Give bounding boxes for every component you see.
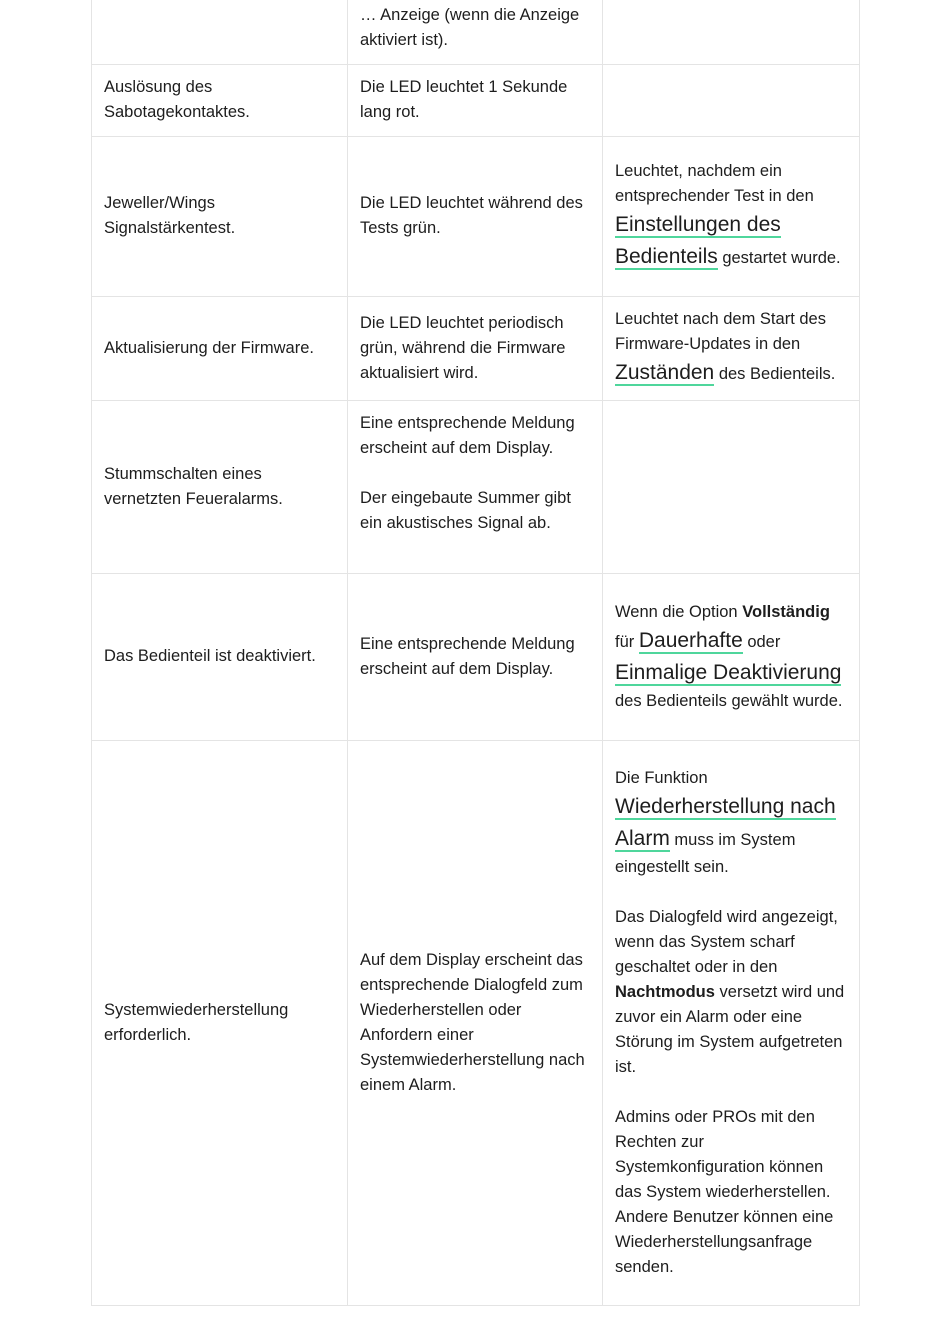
- event-cell: Stummschalten eines vernetzten Feueralarms.: [92, 401, 348, 574]
- note-text: des Bedienteils gewählt wurde.: [615, 691, 843, 710]
- indication-cell: [348, 741, 603, 1306]
- events-table: [91, 0, 860, 1306]
- note-cell: [603, 574, 860, 741]
- indication-text: … Anzeige (wenn die Anzeige aktiviert ist).: [360, 6, 580, 49]
- table-row: [92, 137, 860, 297]
- indication-cell: [348, 401, 603, 574]
- note-paragraph: [615, 905, 847, 1080]
- table-row: [92, 741, 860, 1306]
- table-row: [92, 297, 860, 401]
- note-cell: [603, 401, 860, 574]
- note-cell: [603, 297, 860, 401]
- event-cell: Auslösung des Sabotagekontaktes.: [92, 65, 348, 137]
- note-bold: Nachtmodus: [615, 982, 715, 1001]
- indication-text: Auf dem Display erscheint das entsprechende Dialogfeld zum Wiederherstellen oder Anfordern einer Systemwiederherstellung nach einem Alarm.: [360, 950, 585, 1094]
- event-cell: [92, 0, 348, 65]
- indication-cell: [348, 574, 603, 741]
- indication-cell: [348, 297, 603, 401]
- note-cell: [603, 65, 860, 137]
- note-bold: Vollständig: [742, 602, 830, 621]
- indication-text: Der eingebaute Summer gibt ein akustisches Signal ab.: [360, 489, 571, 532]
- note-text: versetzt wird und zuvor ein Alarm oder eine Störung im System aufgetreten ist.: [615, 982, 845, 1076]
- one-time-deactivation-link[interactable]: Einmalige Deaktivierung: [615, 660, 842, 684]
- event-cell: Aktualisierung der Firmware.: [92, 297, 348, 401]
- note-paragraph: Admins oder PROs mit den Rechten zur Systemkonfiguration können das System wiederherstellen. Andere Benutzer können eine Wiederherstellungsanfrage senden.: [615, 1107, 834, 1276]
- indication-text: Eine entsprechende Meldung erscheint auf dem Display.: [360, 634, 575, 678]
- note-text: gestartet wurde.: [717, 249, 841, 267]
- note-text: muss im System eingestellt sein.: [615, 830, 796, 876]
- event-cell: Systemwiederherstellung erforderlich.: [92, 741, 348, 1306]
- indication-text: Die LED leuchtet periodisch grün, während die Firmware aktualisiert wird.: [360, 313, 566, 382]
- states-link[interactable]: Zuständen: [615, 361, 715, 384]
- table-row: [92, 574, 860, 741]
- note-paragraph: [615, 766, 847, 880]
- table-row: [92, 401, 860, 574]
- note-text: des Bedienteils.: [714, 365, 836, 383]
- note-text: Das Dialogfeld wird angezeigt, wenn das System scharf geschaltet oder in den: [615, 907, 838, 976]
- note-cell: [603, 741, 860, 1306]
- note-text: Leuchtet nach dem Start des Firmware-Updates in den: [615, 310, 826, 353]
- event-cell: Jeweller/Wings Signalstärkentest.: [92, 137, 348, 297]
- note-text: Leuchtet, nachdem ein entsprechender Test in den: [615, 162, 814, 205]
- indication-text: Eine entsprechende Meldung erscheint auf dem Display.: [360, 414, 575, 457]
- note-text: oder: [742, 632, 781, 651]
- permanent-deactivation-link[interactable]: Dauerhafte: [638, 628, 743, 652]
- note-text: Wenn die Option: [615, 602, 743, 621]
- indication-cell: [348, 0, 603, 65]
- indication-cell: [348, 65, 603, 137]
- restore-after-alarm-link[interactable]: Wiederherstellung nach Alarm: [615, 794, 836, 850]
- note-text: für: [615, 632, 639, 651]
- note-text: Die Funktion: [615, 768, 708, 787]
- event-cell: Das Bedienteil ist deaktiviert.: [92, 574, 348, 741]
- table-row: [92, 0, 860, 65]
- settings-link[interactable]: Einstellungen des Bedienteils: [615, 213, 781, 268]
- note-cell: [603, 0, 860, 65]
- table-row: [92, 65, 860, 137]
- indication-text: Die LED leuchtet während des Tests grün.: [360, 194, 583, 237]
- note-cell: [603, 137, 860, 297]
- indication-text: Die LED leuchtet 1 Sekunde lang rot.: [360, 78, 568, 121]
- indication-cell: [348, 137, 603, 297]
